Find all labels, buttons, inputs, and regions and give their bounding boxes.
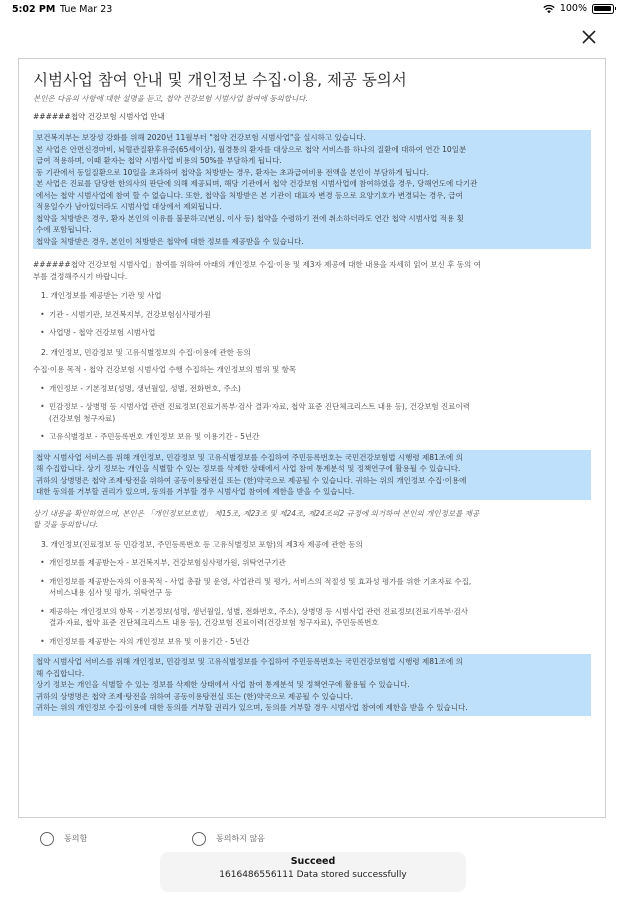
- info-box: [33, 130, 591, 249]
- agree-label[interactable]: 동의함: [64, 834, 88, 843]
- item2-bullet: [33, 431, 591, 443]
- info-line: 본 사업은 안면신경마비, 뇌혈관질환후유증(65세이상), 월경통의 환자를 대상으로 첩약 서비스를 하나의 질환에 대하여 연간 10일분: [36, 144, 467, 154]
- bullet-line: • 개인정보 - 기본정보(성명, 생년월일, 성별, 전화번호, 주소): [49, 383, 241, 393]
- box2-line: 대한 동의를 거부할 권리가 있으며, 동의를 거부할 경우 시범사업 참여에 제한을 받을 수 있습니다.: [36, 487, 355, 496]
- info-box-2: [33, 450, 591, 500]
- consent-note: 할 것을 동의합니다.: [33, 520, 99, 529]
- bullet-line: • 민감정보 - 상병명 등 시범사업 관련 진료정보(진료기록부·검사 결과·자료, 첩약 표준 진단체크리스트 내용 등), 건강보험 진료이력: [49, 402, 470, 411]
- info-line: 적용일수가 남아있더라도 시범사업 대상에서 제외됩니다.: [36, 202, 222, 211]
- item3-bullet: [33, 557, 591, 569]
- consent-note: 상기 내용을 확인하였으며, 본인은 「개인정보보호법」 제15조, 제23조 및 제24조, 제24조의2 규정에 의거하여 본인의 개인정보를 제공: [33, 508, 480, 518]
- item2-bullet: [33, 401, 591, 424]
- info-box-3: [33, 654, 591, 716]
- item2-purpose: 수집·이용 목적 - 첩약 건강보험 시범사업 수행 수집하는 개인정보의 범위 및 항목: [33, 365, 297, 374]
- status-time: 5:02 PM: [12, 4, 56, 15]
- wifi-icon: [543, 4, 555, 14]
- box3-line: 상기 정보는 개인을 식별할 수 있는 정보를 삭제한 상태에서 사업 참여 통계분석 및 정책연구에 활용될 수 있습니다.: [36, 680, 410, 689]
- info-line: 첩약을 처방받은 경우, 환자 본인의 이유를 불문하고(변심, 이사 등) 첩약을 수령하기 전에 취소하더라도 연간 첩약 시범사업 적용 횟: [36, 213, 464, 223]
- toast-title: Succeed: [290, 856, 336, 867]
- disagree-radio[interactable]: [192, 832, 206, 846]
- battery-percent: 100%: [559, 3, 587, 14]
- battery-icon: [592, 4, 614, 14]
- bullet-line: (건강보험 청구자료): [49, 413, 116, 423]
- info-line: 급여 적용하며, 이때 환자는 첩약 시범사업 비용의 50%를 부담하게 됩니다.: [36, 156, 282, 165]
- item3-bullet: [33, 636, 591, 648]
- bullet-line: • 제공하는 개인정보의 항목 - 기본정보(성명, 생년월일, 성별, 전화번호, 주소), 상병명 등 시범사업 관련 진료정보(진료기록부·검사: [49, 606, 469, 616]
- consent-intro: 부를 결정해주시기 바랍니다.: [33, 271, 128, 281]
- bullet-line: • 개인정보를 제공받는 자의 개인정보 보유 및 이용기간 - 5년간: [49, 636, 250, 646]
- bullet-line: • 개인정보를 제공받는자 - 보건복지부, 건강보험심사평가원, 위탁연구기관: [49, 558, 286, 567]
- item1-bullet: • 사업명 - 첩약 건강보험 시범사업: [33, 327, 591, 339]
- consent-intro: ######첩약 건강보험 시범사업」참여를 위하여 아래의 개인정보 수집·이용 및 제3자 제공에 대한 내용을 자세히 읽어 보신 후 동의 여: [33, 260, 481, 269]
- bullet-line: • 개인정보를 제공받는자의 이용목적 - 사업 총괄 및 운영, 사업관리 및 평가, 서비스의 적절성 및 효과성 평가를 위한 기초자료 수집,: [49, 576, 472, 586]
- info-line: 수에 포함됩니다.: [36, 225, 92, 234]
- bullet-line: • 고유식별정보 - 주민등록번호 개인정보 보유 및 이용기간 - 5년간: [49, 432, 260, 441]
- item3-bullet: [33, 576, 591, 599]
- toast-message: 1616486556111 Data stored successfully: [219, 870, 407, 880]
- info-line: 에서는 첩약 시범사업에 참여 할 수 없습니다. 또한, 첩약을 처방받은 본 기관이 대표자 변경 등으로 요양기호가 변경되는 경우, 급여: [36, 190, 463, 200]
- status-right: [543, 3, 614, 14]
- consent-document: [18, 58, 606, 818]
- bullet-line: 서비스내용 심사 및 평가, 위탁연구 등: [49, 588, 172, 597]
- success-toast: [160, 852, 466, 892]
- info-line: 첩약을 처방받은 경우, 본인이 처방받은 첩약에 대한 정보를 제공받을 수 있습니다.: [36, 236, 304, 246]
- item2-heading: 2. 개인정보, 민감정보 및 고유식별정보의 수집·이용에 관한 동의: [41, 347, 251, 357]
- box2-line: 첩약 시범사업 서비스를 위해 개인정보, 민감정보 및 고유식별정보를 수집하여 주민등록번호는 국민건강보험법 시행령 제81조에 의: [36, 452, 463, 462]
- info-line: 본 사업은 진료를 담당한 한의사의 판단에 의해 제공되며, 해당 기관에서 첩약 건강보험 시범사업에 참여하였을 경우, 당해연도에 다기관: [36, 179, 478, 188]
- box3-line: 첩약 시범사업 서비스를 위해 개인정보, 민감정보 및 고유식별정보를 수집하여 주민등록번호는 국민건강보험법 시행령 제81조에 의: [36, 657, 463, 666]
- box2-line: 귀하의 상병명은 첩약 조제·탕전을 위하여 공동이용탕전실 또는 (한)약국으로 제공될 수 있습니다. 귀하는 위의 개인정보 수집·이용에: [36, 475, 467, 485]
- info-line: 보건복지부는 보장성 강화를 위해 2020년 11월부터 "첩약 건강보험 시범사업"을 실시하고 있습니다.: [36, 133, 366, 142]
- box2-line: 해 수집합니다. 상기 정보는 개인을 식별할 수 있는 정보를 삭제한 상태에서 사업 참여 통계분석 및 정책연구에 활용될 수 있습니다.: [36, 464, 461, 473]
- disagree-label[interactable]: 동의하지 않음: [216, 834, 265, 843]
- item1-bullet: • 기관 - 시범기관, 보건복지부, 건강보험심사평가원: [33, 309, 591, 321]
- consent-options: [38, 830, 598, 850]
- item1-heading: 1. 개인정보를 제공받는 기관 및 사업: [41, 291, 162, 300]
- item2-bullet: [33, 383, 591, 395]
- item3-heading: 3. 개인정보(진료정보 등 민감정보, 주민등록번호 등 고유식별정보 포함)의 제3자 제공에 관한 동의: [41, 539, 363, 549]
- agree-radio[interactable]: [40, 832, 54, 846]
- close-icon[interactable]: [580, 28, 598, 46]
- status-bar: [0, 0, 626, 20]
- box3-line: 해 수집합니다.: [36, 668, 85, 678]
- box3-line: 귀하의 상병명은 첩약 조제·탕전을 위하여 공동이용탕전실 또는 (한)약국으로 제공될 수 있습니다.: [36, 691, 354, 701]
- status-date: Tue Mar 23: [60, 4, 113, 15]
- section-heading: ######첩약 건강보험 시범사업 안내: [33, 112, 165, 121]
- box3-line: 귀하는 위의 개인정보 수집·이용에 대한 동의를 거부할 권리가 있으며, 동의를 거부할 경우 시범사업 참여에 제한을 받을 수 있습니다.: [36, 703, 468, 712]
- bullet-line: 결과·자료, 첩약 표준 진단체크리스트 내용 등), 건강보험 진료이력(건강보험 청구자료), 주민등록번호: [49, 618, 379, 627]
- info-line: 동 기관에서 동일질환으로 10일을 초과하여 첩약을 처방받는 경우, 환자는 초과급여비용 전액을 본인이 부담하게 됩니다.: [36, 167, 430, 177]
- item3-bullet: [33, 606, 591, 629]
- document-subtitle: 본인은 다음의 사항에 대한 설명을 듣고, 첩약 건강보험 시범사업 참여에 동의합니다.: [33, 94, 308, 103]
- document-title: 시범사업 참여 안내 및 개인정보 수집·이용, 제공 동의서: [33, 71, 407, 89]
